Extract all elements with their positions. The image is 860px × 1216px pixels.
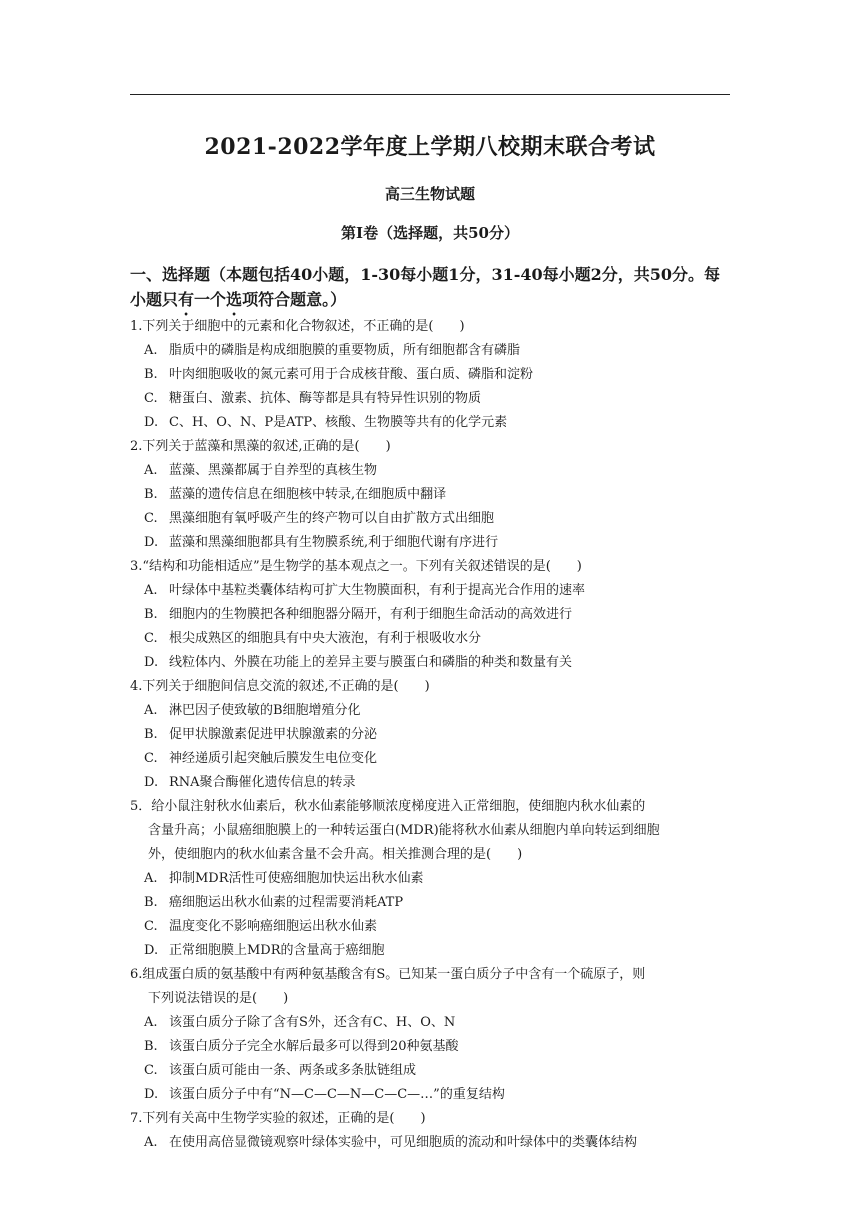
header-rule [130, 94, 730, 95]
option-b [130, 363, 735, 387]
option-text: 癌细胞运出秋水仙素的过程需要消耗ATP [169, 895, 404, 910]
question-stem [130, 795, 735, 867]
option-d [130, 939, 735, 963]
option-text: 淋巴因子使致敏的B细胞增殖分化 [169, 703, 361, 718]
option-c [130, 507, 735, 531]
option-text: 神经递质引起突触后膜发生电位变化 [169, 751, 378, 766]
option-d [130, 1083, 735, 1107]
option-text: 糖蛋白、激素、抗体、酶等都是具有特异性识别的物质 [169, 391, 482, 406]
question-7 [130, 1107, 735, 1155]
option-text: 该蛋白质分子中有“N—C—C—N—C—C—…”的重复结构 [169, 1087, 505, 1102]
option-letter: B. [144, 487, 158, 502]
option-text: 叶肉细胞吸收的氮元素可用于合成核苷酸、蛋白质、磷脂和淀粉 [169, 367, 534, 382]
option-text: 在使用高倍显微镜观察叶绿体实验中，可见细胞质的流动和叶绿体中的类囊体结构 [169, 1135, 638, 1150]
question-stem-line: 4.下列关于细胞间信息交流的叙述,不正确的是( ) [130, 679, 430, 694]
question-stem [130, 675, 735, 699]
option-a [130, 339, 735, 363]
option-b [130, 483, 735, 507]
option-letter: C. [144, 751, 158, 766]
section-text-a: 一、选择题（本题包括40小题，1-30每小题1分，31-40每小题2分，共50分。每小题只 [130, 265, 721, 309]
option-letter: B. [144, 1039, 158, 1054]
option-text: 细胞内的生物膜把各种细胞器分隔开，有利于细胞生命活动的高效进行 [169, 607, 573, 622]
exam-title: 2021-2022学年度上学期八校期末联合考试 [204, 134, 656, 160]
question-stem-line: 6.组成蛋白质的氨基酸中有两种氨基酸含有S。已知某一蛋白质分子中含有一个硫原子，则 [130, 967, 646, 982]
option-b [130, 1035, 735, 1059]
option-text: 正常细胞膜上MDR的含量高于癌细胞 [169, 943, 385, 958]
emphasis-you: 有 [178, 290, 195, 309]
option-a [130, 459, 735, 483]
question-stem-line: 5．给小鼠注射秋水仙素后，秋水仙素能够顺浓度梯度进入正常细胞，使细胞内秋水仙素的 [130, 799, 646, 814]
option-c [130, 387, 735, 411]
option-b [130, 891, 735, 915]
option-text: 该蛋白质可能由一条、两条或多条肽链组成 [169, 1063, 417, 1078]
question-4 [130, 675, 735, 795]
option-text: 抑制MDR活性可使癌细胞加快运出秋水仙素 [169, 871, 424, 886]
question-stem-line: 外，使细胞内的秋水仙素含量不会升高。相关推测合理的是( ) [148, 847, 523, 862]
option-b [130, 723, 735, 747]
option-b [130, 603, 735, 627]
option-a [130, 699, 735, 723]
question-stem-line: 1.下列关于细胞中的元素和化合物叙述，不正确的是( ) [130, 319, 465, 334]
option-c [130, 915, 735, 939]
option-text: 温度变化不影响癌细胞运出秋水仙素 [169, 919, 378, 934]
option-text: 线粒体内、外膜在功能上的差异主要与膜蛋白和磷脂的种类和数量有关 [169, 655, 573, 670]
option-d [130, 771, 735, 795]
option-letter: D. [144, 775, 159, 790]
option-text: 蓝藻的遗传信息在细胞核中转录,在细胞质中翻译 [169, 487, 447, 502]
option-text: 该蛋白质分子完全水解后最多可以得到20种氨基酸 [169, 1039, 459, 1054]
question-stem-line: 7.下列有关高中生物学实验的叙述，正确的是( ) [130, 1111, 426, 1126]
option-letter: C. [144, 511, 158, 526]
question-stem-line: 含量升高；小鼠癌细胞膜上的一种转运蛋白(MDR)能将秋水仙素从细胞内单向转运到细胞 [148, 823, 660, 838]
option-text: C、H、O、N、P是ATP、核酸、生物膜等共有的化学元素 [169, 415, 508, 430]
question-stem-line: 3.“结构和功能相适应”是生物学的基本观点之一。下列有关叙述错误的是( ) [130, 559, 582, 574]
question-stem [130, 1107, 735, 1131]
question-1 [130, 315, 735, 435]
option-letter: B. [144, 367, 158, 382]
option-c [130, 627, 735, 651]
question-stem [130, 435, 735, 459]
option-text: 根尖成熟区的细胞具有中央大液泡，有利于根吸收水分 [169, 631, 482, 646]
option-text: 蓝藻和黑藻细胞都具有生物膜系统,利于细胞代谢有序进行 [169, 535, 499, 550]
option-letter: D. [144, 535, 159, 550]
section-instructions [130, 262, 735, 319]
question-6 [130, 963, 735, 1107]
option-a [130, 579, 735, 603]
emphasis-xuan: 选 [226, 290, 243, 309]
option-d [130, 411, 735, 435]
option-letter: B. [144, 607, 158, 622]
option-d [130, 651, 735, 675]
question-stem [130, 555, 735, 579]
question-2 [130, 435, 735, 555]
option-letter: A. [144, 871, 158, 886]
question-3 [130, 555, 735, 675]
option-letter: A. [144, 583, 158, 598]
option-letter: B. [144, 727, 158, 742]
section-text-b: 一个 [194, 290, 227, 309]
volume-heading: 第Ⅰ卷（选择题，共50分） [341, 224, 519, 242]
option-d [130, 531, 735, 555]
option-letter: C. [144, 1063, 158, 1078]
option-text: 脂质中的磷脂是构成细胞膜的重要物质，所有细胞都含有磷脂 [169, 343, 521, 358]
option-letter: B. [144, 895, 158, 910]
option-letter: D. [144, 415, 159, 430]
option-c [130, 1059, 735, 1083]
option-letter: A. [144, 703, 158, 718]
question-stem [130, 315, 735, 339]
option-text: 黑藻细胞有氧呼吸产生的终产物可以自由扩散方式出细胞 [169, 511, 495, 526]
question-5 [130, 795, 735, 963]
option-letter: C. [144, 391, 158, 406]
option-letter: A. [144, 1135, 158, 1150]
option-text: RNA聚合酶催化遗传信息的转录 [169, 775, 356, 790]
question-stem-line: 2.下列关于蓝藻和黑藻的叙述,正确的是( ) [130, 439, 391, 454]
option-letter: D. [144, 1087, 159, 1102]
option-letter: C. [144, 919, 158, 934]
option-text: 促甲状腺激素促进甲状腺激素的分泌 [169, 727, 378, 742]
option-letter: A. [144, 1015, 158, 1030]
option-a [130, 867, 735, 891]
exam-subtitle: 高三生物试题 [384, 185, 475, 203]
section-text-c: 项符合题意。） [242, 290, 347, 309]
question-stem-line: 下列说法错误的是( ) [148, 991, 289, 1006]
option-a [130, 1131, 735, 1155]
option-c [130, 747, 735, 771]
option-letter: A. [144, 463, 158, 478]
option-text: 该蛋白质分子除了含有S外，还含有C、H、O、N [169, 1015, 456, 1030]
option-letter: C. [144, 631, 158, 646]
option-letter: D. [144, 943, 159, 958]
option-text: 叶绿体中基粒类囊体结构可扩大生物膜面积，有利于提高光合作用的速率 [169, 583, 586, 598]
option-letter: A. [144, 343, 158, 358]
option-text: 蓝藻、黑藻都属于自养型的真核生物 [169, 463, 378, 478]
question-stem [130, 963, 735, 1011]
question-list [130, 315, 735, 1155]
option-letter: D. [144, 655, 159, 670]
option-a [130, 1011, 735, 1035]
